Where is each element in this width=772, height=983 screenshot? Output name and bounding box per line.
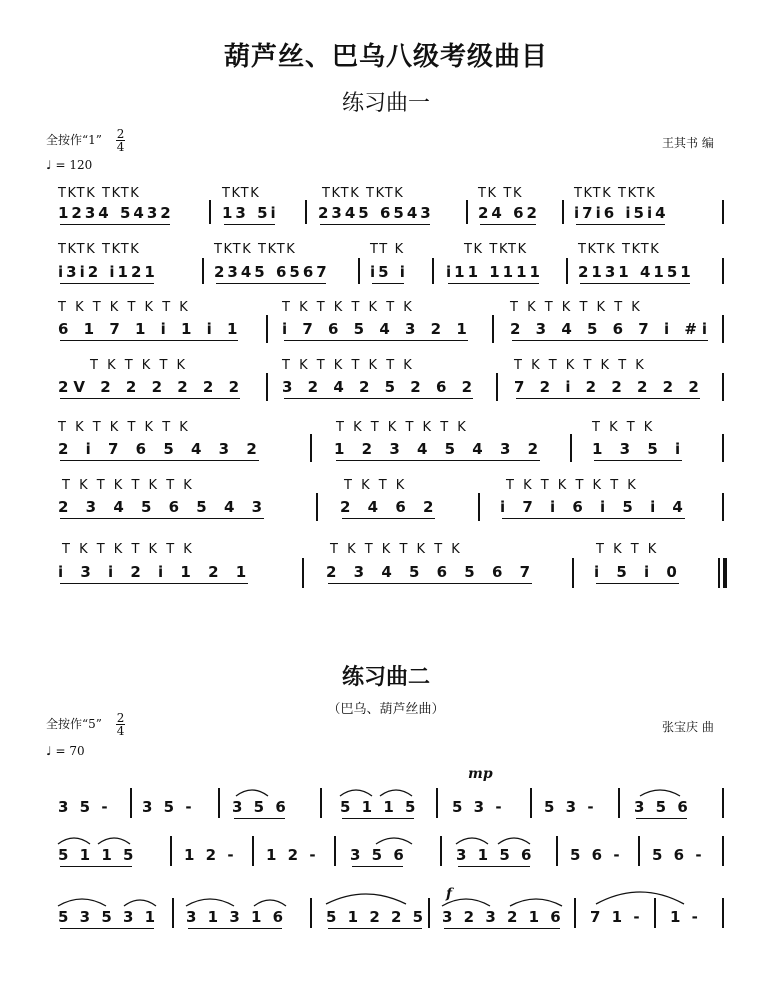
p2-line-3-m3: 5 1 2 2 5 — [326, 908, 427, 926]
piece2-composer: 张宝庆 曲 — [662, 720, 714, 734]
tk-line-2-m2: TKTK TKTK — [214, 242, 297, 257]
tk-line-3-m3: T K T K T K T K — [510, 300, 643, 315]
barline — [466, 200, 468, 224]
piece1-title: 练习曲一 — [341, 91, 430, 116]
slur-arc — [254, 900, 286, 906]
barline — [302, 558, 304, 588]
piece1-tempo: ♩ = 120 — [46, 158, 93, 172]
notes-line-5-m3: 1 3 5 i — [592, 440, 687, 458]
tk-line-6-m3: T K T K T K T K — [506, 478, 639, 493]
slur-arc — [380, 790, 412, 796]
barline — [722, 200, 724, 224]
slur-arc — [376, 838, 412, 844]
piece1-author: 王其书 编 — [662, 136, 714, 150]
notes-line-7-m1: i 3 i 2 i 1 2 1 — [58, 563, 253, 581]
p2-line-2-m1: 5 1 1 5 — [58, 846, 137, 864]
barline — [358, 258, 360, 284]
barline — [722, 258, 724, 284]
tk-line-1-m1: TKTK TKTK — [58, 186, 141, 201]
barline — [570, 434, 572, 462]
piece2-subtitle: （巴乌、葫芦丝曲） — [327, 702, 445, 717]
barline — [440, 836, 442, 866]
tk-line-7-m3: T K T K — [596, 542, 659, 557]
p2-line-1-m2: 3 5 - — [142, 798, 195, 816]
notes-line-3-m2: i 7 6 5 4 3 2 1 — [282, 320, 472, 338]
barline — [618, 788, 620, 818]
notes-line-1-m4: 24 62 — [478, 204, 540, 222]
tk-line-2-m5: TKTK TKTK — [578, 242, 661, 257]
notes-line-6-m3: i 7 i 6 i 5 i 4 — [500, 498, 689, 516]
barline — [310, 898, 312, 928]
notes-line-2-m1: i3i2 i121 — [58, 263, 158, 281]
slur-arc — [124, 900, 156, 906]
p2-line-2-m5: 3 1 5 6 — [456, 846, 535, 864]
tk-line-2-m4: TK TKTK — [464, 242, 528, 257]
notes-line-6-m2: 2 4 6 2 — [340, 498, 440, 516]
barline — [305, 200, 307, 224]
time-signature-denominator: 4 — [116, 724, 125, 738]
slur-arc — [58, 899, 106, 906]
barline — [722, 315, 724, 343]
tk-line-2-m1: TKTK TKTK — [58, 242, 141, 257]
barline — [496, 373, 498, 401]
slur-arc — [498, 838, 530, 844]
notes-line-4-m2: 3 2 4 2 5 2 6 2 — [282, 378, 478, 396]
barline — [562, 200, 564, 224]
tk-line-3-m1: T K T K T K T K — [58, 300, 191, 315]
p2-line-2-m4: 3 5 6 — [350, 846, 407, 864]
tk-line-4-m2: T K T K T K T K — [282, 358, 415, 373]
p2-line-1-m5: 5 3 - — [452, 798, 505, 816]
barline — [654, 898, 656, 928]
notes-line-5-m1: 2 i 7 6 5 4 3 2 — [58, 440, 263, 458]
tk-line-1-m5: TKTK TKTK — [574, 186, 657, 201]
notes-line-2-m3: i5 i — [370, 263, 408, 281]
slur-arc — [186, 899, 234, 906]
barline — [266, 373, 268, 401]
barline — [334, 836, 336, 866]
notes-line-4-m1: 2V 2 2 2 2 2 2 — [58, 378, 245, 396]
notes-line-7-m2: 2 3 4 5 6 5 6 7 — [326, 563, 537, 581]
p2-line-1-m6: 5 3 - — [544, 798, 597, 816]
barline — [492, 315, 494, 343]
p2-line-3-m4: 3 2 3 2 1 6 — [442, 908, 564, 926]
fingering-label: 全按作“5” — [46, 717, 102, 731]
barline — [722, 493, 724, 521]
slur-arc — [456, 838, 488, 844]
dynamic-f: f — [446, 886, 453, 902]
tk-line-1-m2: TKTK — [222, 186, 261, 201]
tk-line-5-m1: T K T K T K T K — [58, 420, 191, 435]
p2-line-3-m6: 1 - — [670, 908, 701, 926]
fingering-label: 全按作“1” — [46, 133, 102, 147]
slur-arc — [640, 790, 680, 796]
barline — [202, 258, 204, 284]
barline — [252, 836, 254, 866]
notes-line-3-m3: 2 3 4 5 6 7 i #i — [510, 320, 713, 338]
barline — [428, 898, 430, 928]
notes-line-4-m3: 7 2 i 2 2 2 2 2 — [514, 378, 704, 396]
tk-line-3-m2: T K T K T K T K — [282, 300, 415, 315]
barline — [566, 258, 568, 284]
barline — [266, 315, 268, 343]
barline — [556, 836, 558, 866]
tk-line-6-m1: T K T K T K T K — [62, 478, 195, 493]
slur-arc — [510, 899, 562, 906]
notes-line-2-m4: i11 1111 — [446, 263, 543, 281]
barline — [209, 200, 211, 224]
p2-line-3-m5: 7 1 - — [590, 908, 643, 926]
tk-line-5-m3: T K T K — [592, 420, 655, 435]
p2-line-3-m2: 3 1 3 1 6 — [186, 908, 287, 926]
time-signature-numerator: 2 — [116, 127, 125, 141]
slur-arc — [340, 790, 372, 796]
barline — [436, 788, 438, 818]
tk-line-2-m3: TT K — [370, 242, 405, 257]
slur-arc — [98, 838, 130, 844]
tk-line-5-m2: T K T K T K T K — [336, 420, 469, 435]
barline — [530, 788, 532, 818]
barline — [172, 898, 174, 928]
slur-arc — [326, 894, 406, 904]
slur-arc — [58, 838, 90, 844]
barline — [170, 836, 172, 866]
barline — [722, 434, 724, 462]
slur-arc — [596, 892, 684, 904]
tk-line-1-m3: TKTK TKTK — [322, 186, 405, 201]
p2-line-2-m3: 1 2 - — [266, 846, 319, 864]
notes-line-5-m2: 1 2 3 4 5 4 3 2 — [334, 440, 545, 458]
notes-line-1-m2: 13 5i — [222, 204, 279, 222]
notes-line-7-m3: i 5 i 0 — [594, 563, 683, 581]
main-title: 葫芦丝、巴乌八级考级曲目 — [223, 42, 548, 72]
notes-line-2-m5: 2131 4151 — [578, 263, 694, 281]
notes-line-2-m2: 2345 6567 — [214, 263, 330, 281]
barline — [316, 493, 318, 521]
p2-line-1-m3: 3 5 6 — [232, 798, 289, 816]
barline — [130, 788, 132, 818]
notes-line-1-m1: 1234 5432 — [58, 204, 174, 222]
piece1-fingering — [46, 128, 125, 153]
notes-line-3-m1: 6 1 7 1 i 1 i 1 — [58, 320, 243, 338]
p2-line-1-m4: 5 1 1 5 — [340, 798, 419, 816]
barline — [722, 898, 724, 928]
tk-line-6-m2: T K T K — [344, 478, 407, 493]
barline — [574, 898, 576, 928]
barline — [320, 788, 322, 818]
barline — [722, 373, 724, 401]
time-signature-numerator: 2 — [116, 711, 125, 725]
p2-line-3-m1: 5 3 5 3 1 — [58, 908, 159, 926]
piece2-title: 练习曲二 — [341, 664, 430, 690]
barline — [638, 836, 640, 866]
barline — [432, 258, 434, 284]
tk-line-7-m1: T K T K T K T K — [62, 542, 195, 557]
tk-line-4-m1: T K T K T K — [90, 358, 188, 373]
barline — [572, 558, 574, 588]
dynamic-mp: mp — [468, 766, 493, 782]
time-signature — [116, 712, 126, 737]
final-barline-thin — [718, 558, 720, 588]
barline — [218, 788, 220, 818]
time-signature-denominator: 4 — [116, 140, 125, 154]
tk-line-1-m4: TK TK — [478, 186, 524, 201]
slur-arc — [236, 790, 268, 796]
tk-line-7-m2: T K T K T K T K — [330, 542, 463, 557]
p2-line-2-m6: 5 6 - — [570, 846, 623, 864]
barline — [722, 836, 724, 866]
p2-line-2-m2: 1 2 - — [184, 846, 237, 864]
piece2-fingering — [46, 712, 125, 737]
notes-line-1-m3: 2345 6543 — [318, 204, 434, 222]
time-signature — [116, 128, 126, 153]
barline — [310, 434, 312, 462]
notes-line-6-m1: 2 3 4 5 6 5 4 3 — [58, 498, 269, 516]
piece2-tempo: ♩ = 70 — [46, 744, 85, 758]
p2-line-2-m7: 5 6 - — [652, 846, 705, 864]
tk-line-4-m3: T K T K T K T K — [514, 358, 647, 373]
notes-line-1-m5: i7i6 i5i4 — [574, 204, 669, 222]
barline — [722, 788, 724, 818]
p2-line-1-m1: 3 5 - — [58, 798, 111, 816]
final-barline-thick — [723, 558, 727, 588]
p2-line-1-m7: 3 5 6 — [634, 798, 691, 816]
barline — [478, 493, 480, 521]
